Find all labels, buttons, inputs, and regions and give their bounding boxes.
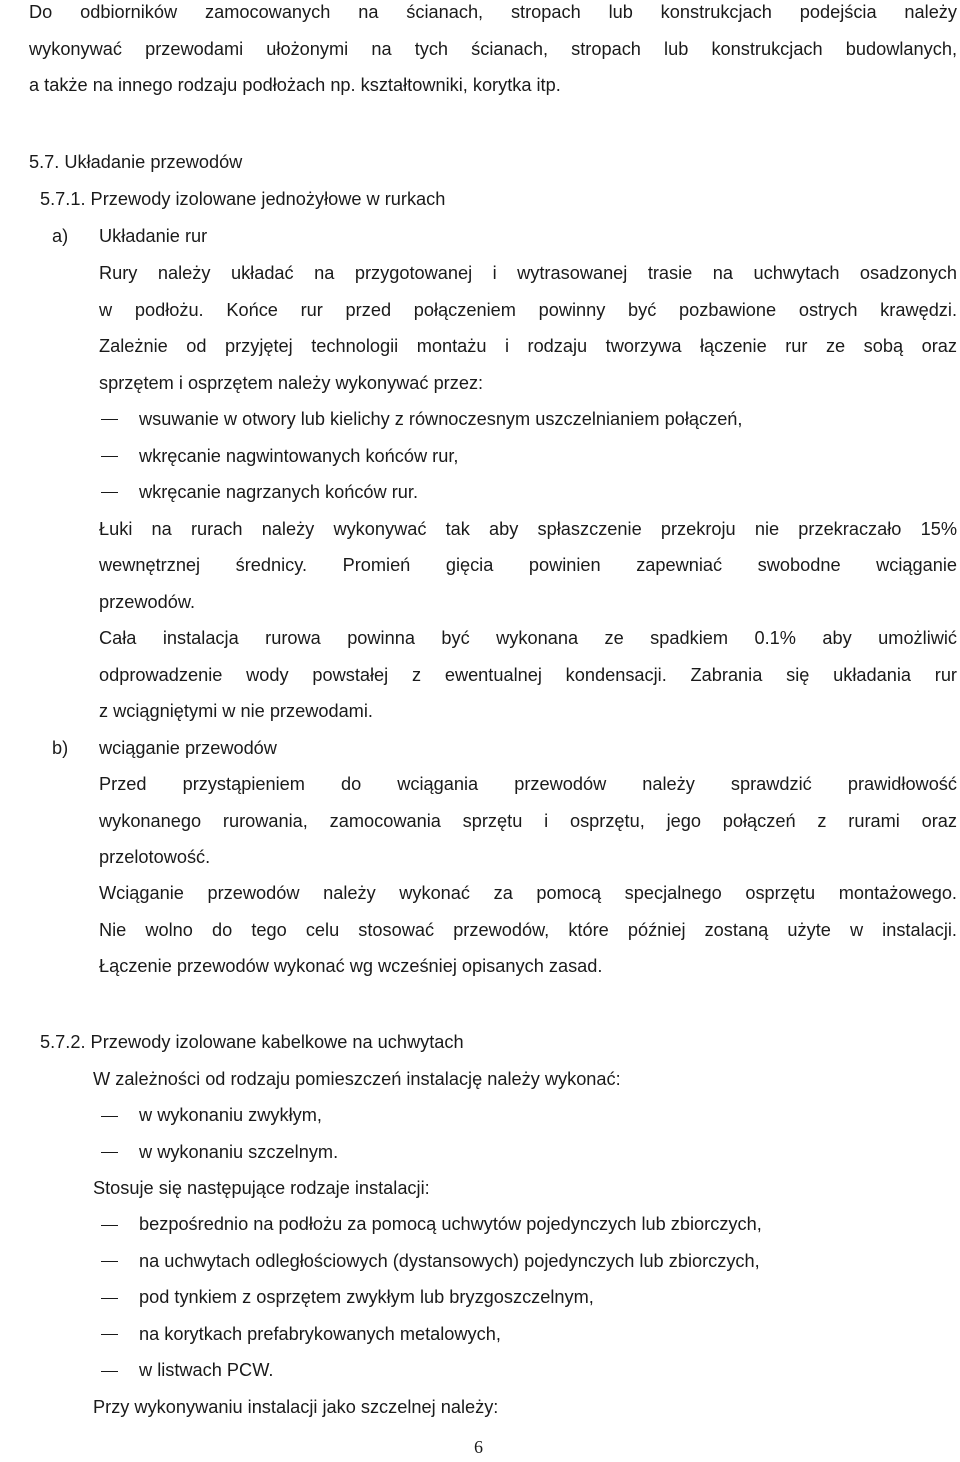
intro-line: Do odbiorników zamocowanych na ścianach, stropach lub konstrukcjach podejścia należy	[29, 2, 957, 22]
paragraph-line: Cała instalacja rurowa powinna być wykonana ze spadkiem 0.1% aby umożliwić	[99, 628, 957, 648]
list-item: pod tynkiem z osprzętem zwykłym lub bryzgoszczelnym,	[139, 1287, 594, 1307]
list-item: w wykonaniu zwykłym,	[139, 1105, 322, 1125]
item-b-title: wciąganie przewodów	[99, 738, 277, 758]
section-heading-5-7-2: 5.7.2. Przewody izolowane kabelkowe na uchwytach	[40, 1032, 464, 1052]
paragraph-line: z wciągniętymi w nie przewodami.	[99, 701, 373, 721]
page-number: 6	[474, 1437, 483, 1457]
list-item: wkręcanie nagwintowanych końców rur,	[139, 446, 459, 466]
dash-bullet-icon	[101, 1334, 118, 1335]
paragraph-line: odprowadzenie wody powstałej z ewentualnej kondensacji. Zabrania się układania rur	[99, 665, 957, 685]
dash-bullet-icon	[101, 1261, 118, 1262]
paragraph-line: Nie wolno do tego celu stosować przewodów, które później zostaną użyte w instalacji.	[99, 920, 957, 940]
paragraph-line: W zależności od rodzaju pomieszczeń instalację należy wykonać:	[93, 1069, 621, 1089]
list-item: na uchwytach odległościowych (dystansowych) pojedynczych lub zbiorczych,	[139, 1251, 760, 1271]
paragraph-line: w podłożu. Końce rur przed połączeniem powinny być pozbawione ostrych krawędzi.	[99, 300, 957, 320]
paragraph-line: Zależnie od przyjętej technologii montażu i rodzaju tworzywa łączenie rur ze sobą oraz	[99, 336, 957, 356]
paragraph-line: Przy wykonywaniu instalacji jako szczelnej należy:	[93, 1397, 499, 1417]
list-item: wkręcanie nagrzanych końców rur.	[139, 482, 419, 502]
dash-bullet-icon	[101, 419, 118, 420]
list-item: bezpośrednio na podłożu za pomocą uchwytów pojedynczych lub zbiorczych,	[139, 1214, 762, 1234]
dash-bullet-icon	[101, 1298, 118, 1299]
paragraph-line: wewnętrznej średnicy. Promień gięcia powinien zapewniać swobodne wciąganie	[99, 555, 957, 575]
dash-bullet-icon	[101, 492, 118, 493]
paragraph-line: Rury należy układać na przygotowanej i wytrasowanej trasie na uchwytach osadzonych	[99, 263, 957, 283]
intro-line: a także na innego rodzaju podłożach np. kształtowniki, korytka itp.	[29, 75, 561, 95]
section-heading-5-7: 5.7. Układanie przewodów	[29, 152, 243, 172]
paragraph-line: Przed przystąpieniem do wciągania przewodów należy sprawdzić prawidłowość	[99, 774, 957, 794]
paragraph-line: Łuki na rurach należy wykonywać tak aby spłaszczenie przekroju nie przekraczało 15%	[99, 519, 957, 539]
item-a-label: a)	[52, 226, 69, 246]
list-item: wsuwanie w otwory lub kielichy z równoczesnym uszczelnianiem połączeń,	[139, 409, 743, 429]
dash-bullet-icon	[101, 456, 118, 457]
dash-bullet-icon	[101, 1371, 118, 1372]
paragraph-line: Łączenie przewodów wykonać wg wcześniej opisanych zasad.	[99, 956, 603, 976]
paragraph-line: przewodów.	[99, 592, 196, 612]
paragraph-line: Wciąganie przewodów należy wykonać za pomocą specjalnego osprzętu montażowego.	[99, 883, 957, 903]
paragraph-line: wykonanego rurowania, zamocowania sprzętu i osprzętu, jego połączeń z rurami oraz	[99, 811, 957, 831]
list-item: w listwach PCW.	[139, 1360, 274, 1380]
dash-bullet-icon	[101, 1152, 118, 1153]
list-item: na korytkach prefabrykowanych metalowych,	[139, 1324, 501, 1344]
paragraph-line: Stosuje się następujące rodzaje instalacji:	[93, 1178, 430, 1198]
paragraph-line: przelotowość.	[99, 847, 211, 867]
dash-bullet-icon	[101, 1116, 118, 1117]
item-b-label: b)	[52, 738, 69, 758]
item-a-title: Układanie rur	[99, 226, 208, 246]
paragraph-line: sprzętem i osprzętem należy wykonywać przez:	[99, 373, 484, 393]
intro-line: wykonywać przewodami ułożonymi na tych ścianach, stropach lub konstrukcjach budowlanych,	[29, 39, 957, 59]
section-heading-5-7-1: 5.7.1. Przewody izolowane jednożyłowe w rurkach	[40, 189, 446, 209]
list-item: w wykonaniu szczelnym.	[139, 1142, 339, 1162]
dash-bullet-icon	[101, 1225, 118, 1226]
